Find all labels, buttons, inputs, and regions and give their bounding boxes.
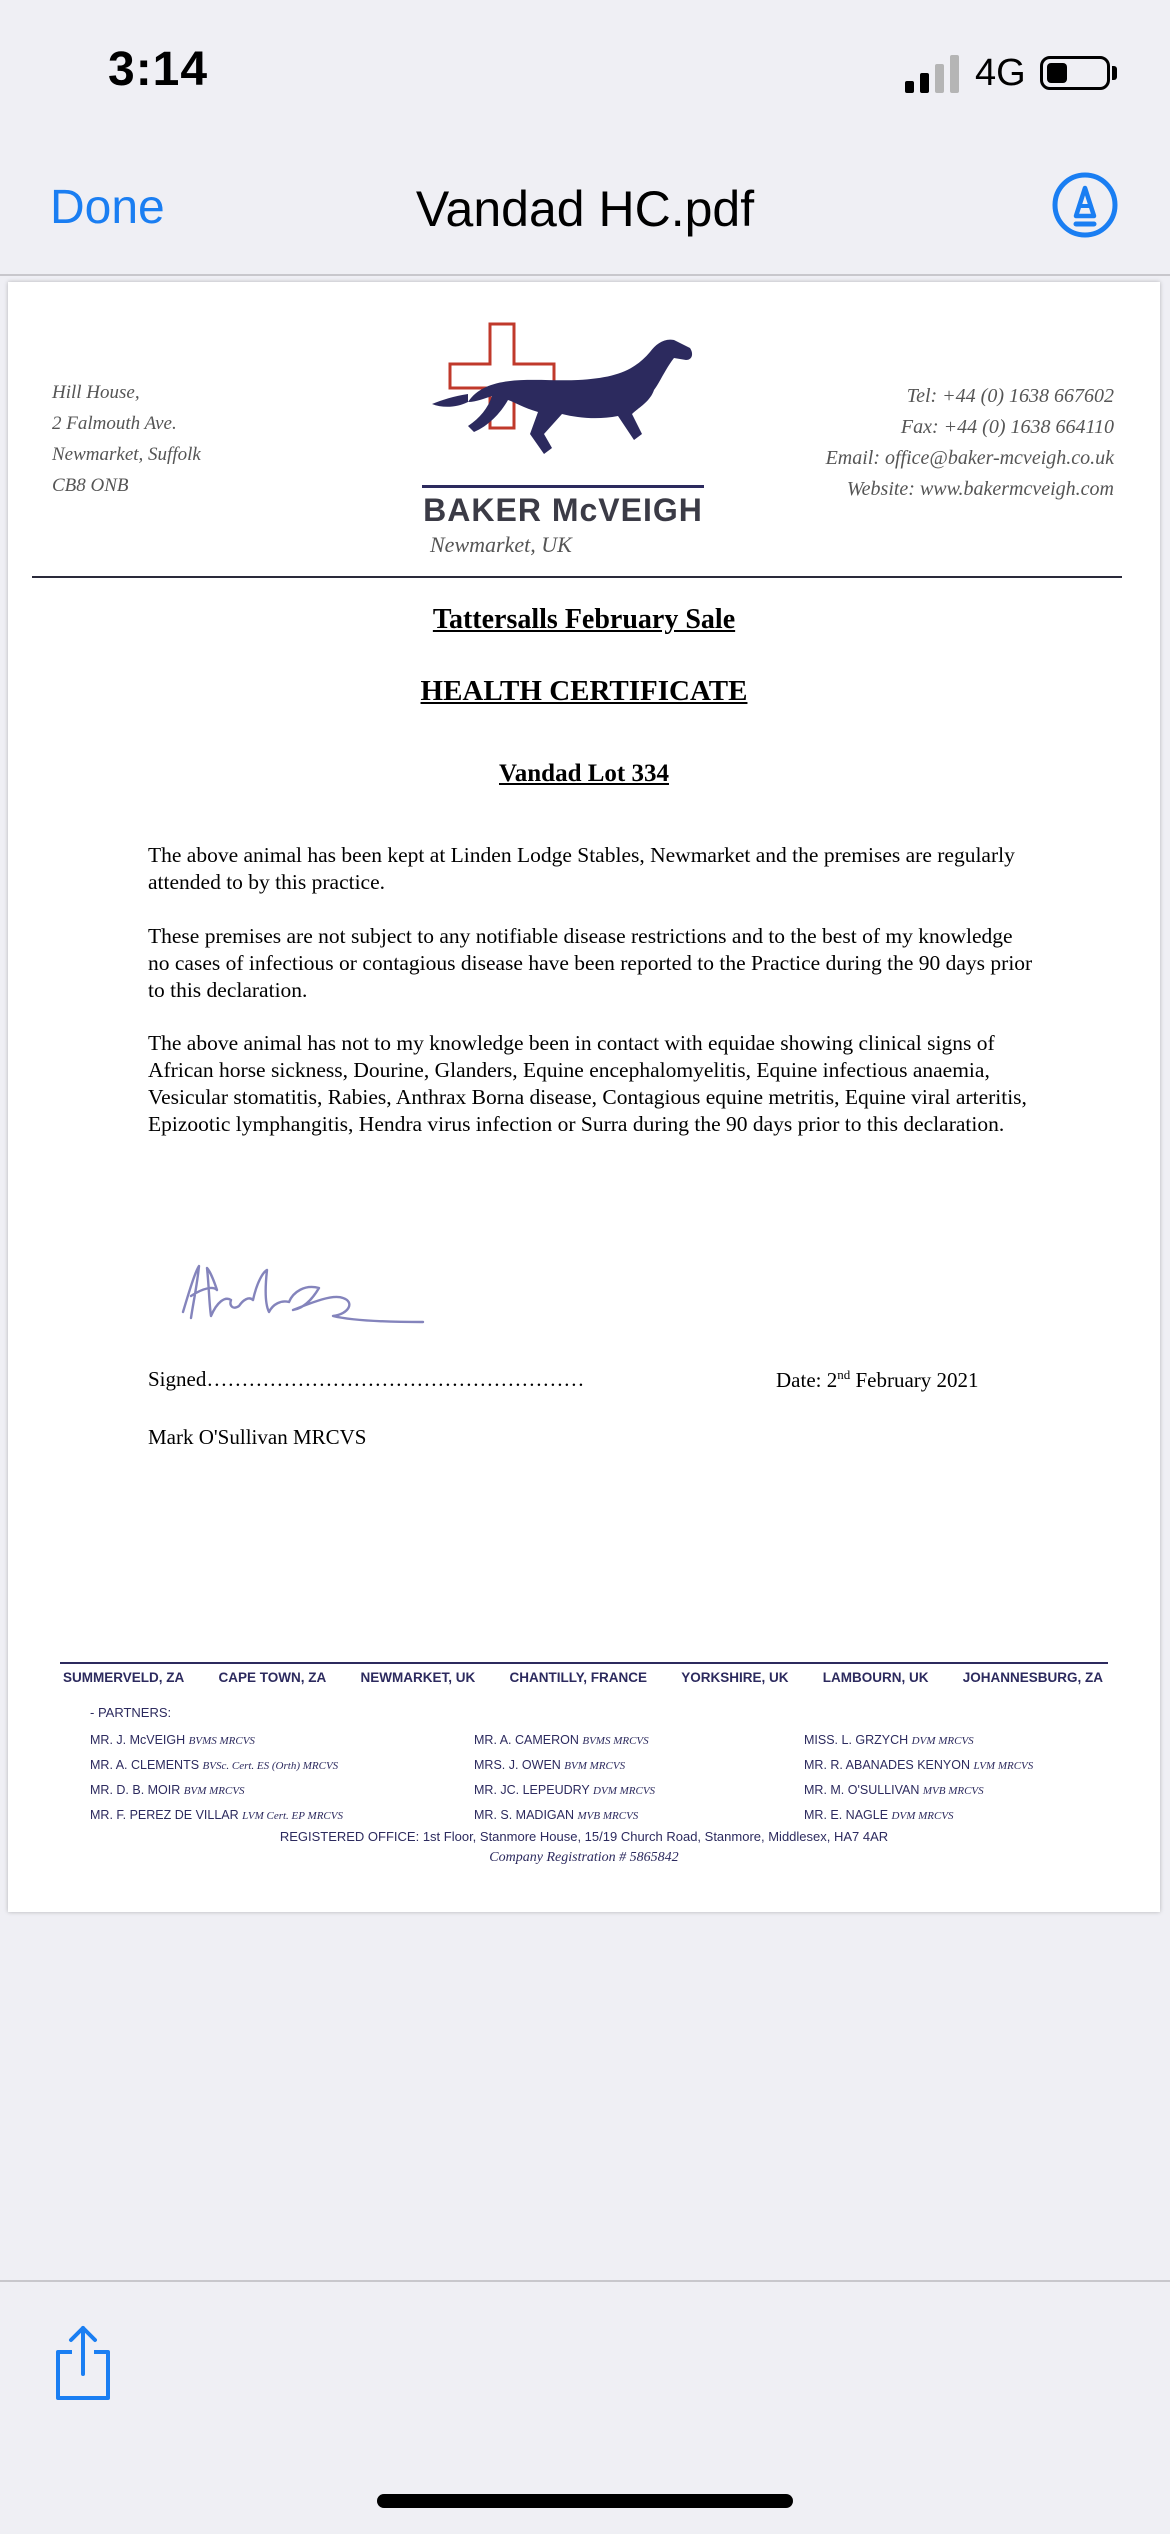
letterhead-divider bbox=[32, 576, 1122, 578]
lot-title: Vandad Lot 334 bbox=[499, 760, 669, 787]
home-indicator[interactable] bbox=[377, 2494, 793, 2508]
baker-mcveigh-logo bbox=[428, 322, 728, 472]
share-icon[interactable] bbox=[52, 2324, 114, 2404]
markup-pen-icon[interactable] bbox=[1052, 172, 1118, 238]
signer-name: Mark O'Sullivan MRCVS bbox=[148, 1425, 367, 1449]
practice-address: Hill House, 2 Falmouth Ave. Newmarket, Suffolk CB8 ONB bbox=[52, 382, 201, 496]
pdf-page[interactable] bbox=[8, 282, 1160, 1912]
certificate-title: HEALTH CERTIFICATE bbox=[420, 675, 748, 707]
partners-column-1: MR. J. McVEIGH BVMS MRCVS MR. A. CLEMENTS BVSc. Cert. ES (Orth) MRCVS MR. D. B. MOIR BVM MRCVS MR. F. PEREZ DE VILLAR LVM Cert. EP MRCVS bbox=[90, 1733, 343, 1822]
done-button[interactable]: Done bbox=[50, 181, 165, 234]
bottom-toolbar bbox=[0, 2280, 1170, 2534]
sale-title: Tattersalls February Sale bbox=[432, 604, 736, 635]
office-locations: SUMMERVELD, ZA CAPE TOWN, ZA NEWMARKET, UK CHANTILLY, FRANCE YORKSHIRE, UK LAMBOURN, UK JOHANNESBURG, ZA bbox=[63, 1670, 1103, 1685]
navigation-bar bbox=[0, 140, 1170, 276]
registered-office: REGISTERED OFFICE: 1st Floor, Stanmore House, 15/19 Church Road, Stanmore, Middlesex, HA7 4AR bbox=[279, 1829, 889, 1844]
brand-name: BAKER McVEIGH bbox=[423, 492, 703, 528]
status-bar bbox=[0, 0, 1170, 140]
document-title: Vandad HC.pdf bbox=[415, 181, 755, 237]
certificate-date: Date: 2nd February 2021 bbox=[776, 1367, 979, 1392]
partners-label: - PARTNERS: bbox=[90, 1705, 172, 1720]
signal-icon bbox=[905, 55, 961, 93]
brand-city: Newmarket, UK bbox=[430, 532, 572, 557]
footer-divider bbox=[60, 1662, 1108, 1664]
network-type: 4G bbox=[975, 52, 1026, 94]
paragraph-restrictions: These premises are not subject to any notifiable disease restrictions and to the best of my knowledge no cases of infectious or contagious disease have been reported to the Practice during the 90 days prior to this declaration. bbox=[148, 924, 1033, 1002]
status-time: 3:14 bbox=[108, 43, 209, 96]
battery-cap bbox=[1112, 66, 1117, 80]
signed-line: Signed……………………………………………… bbox=[148, 1367, 585, 1391]
battery-icon bbox=[1040, 56, 1110, 90]
partners-column-3: MISS. L. GRZYCH DVM MRCVS MR. R. ABANADES KENYON LVM MRCVS MR. M. O'SULLIVAN MVB MRCVS MR. E. NAGLE DVM MRCVS bbox=[804, 1733, 1034, 1822]
paragraph-premises: The above animal has been kept at Linden Lodge Stables, Newmarket and the premises are regularly attended to by this practice. bbox=[148, 843, 1015, 894]
logo-rule bbox=[422, 485, 704, 488]
paragraph-diseases: The above animal has not to my knowledge been in contact with equidae showing clinical signs of African horse sickness, Dourine, Glanders, Equine encephalomyelitis, Equine infectious anaemia, Vesicular stomatitis, Rabies, Anthrax Borna disease, Contagious equine metritis, Equine viral arteritis, Epizootic lymphangitis, Hendra virus infection or Surra during the 90 days prior to this declaration. bbox=[148, 1031, 1027, 1136]
company-registration: Company Registration # 5865842 bbox=[489, 1850, 679, 1865]
practice-contact: Tel: +44 (0) 1638 667602 Fax: +44 (0) 1638 664110 Email: office@baker-mcveigh.co.uk Website: www.bakermcveigh.com bbox=[825, 385, 1114, 500]
handwritten-signature bbox=[173, 1252, 433, 1332]
partners-column-2: MR. A. CAMERON BVMS MRCVS MRS. J. OWEN BVM MRCVS MR. JC. LEPEUDRY DVM MRCVS MR. S. MADIGAN MVB MRCVS bbox=[474, 1733, 656, 1822]
